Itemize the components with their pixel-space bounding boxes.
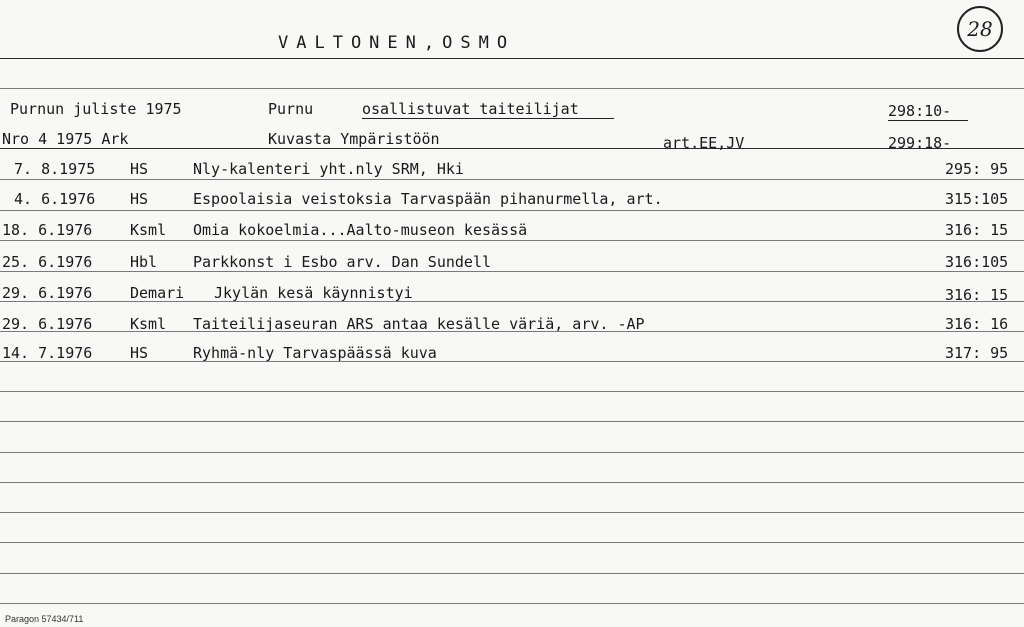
row-ref: 315:105: [945, 190, 1009, 208]
row-publication: Hbl: [130, 253, 158, 271]
row-ref: 316:105: [945, 253, 1009, 271]
underline: [888, 120, 968, 121]
card-number-circled: 28: [957, 6, 1003, 52]
ruled-line: [0, 512, 1024, 513]
header-ref-2: 299:18-: [888, 134, 952, 152]
row-text: Taiteilijaseuran ARS antaa kesälle väriä, arv. -AP: [193, 315, 645, 333]
row-text: Nly-kalenteri yht.nly SRM, Hki: [193, 160, 464, 178]
header-subject-2: Kuvasta Ympäristöön: [268, 130, 440, 148]
row-publication: Ksml: [130, 221, 167, 239]
header-source-2: Nro 4 1975 Ark: [2, 130, 129, 148]
card-title: VALTONEN,OSMO: [278, 33, 516, 53]
header-ref-1: 298:10-: [888, 102, 952, 120]
row-date: 29. 6.1976: [2, 315, 93, 333]
row-ref: 317: 95: [945, 344, 1009, 362]
row-date: 7. 8.1975: [14, 160, 96, 178]
header-subject-1: osallistuvat taiteilijat: [362, 100, 579, 118]
ruled-line: [0, 452, 1024, 453]
row-publication: HS: [130, 160, 149, 178]
row-text: Espoolaisia veistoksia Tarvaspään pihanurmella, art.: [193, 190, 663, 208]
card-footer-print: Paragon 57434/711: [5, 614, 84, 624]
row-date: 25. 6.1976: [2, 253, 93, 271]
row-text: Parkkonst i Esbo arv. Dan Sundell: [193, 253, 492, 271]
ruled-line: [0, 240, 1024, 241]
row-publication: Ksml: [130, 315, 167, 333]
row-text: Omia kokoelmia...Aalto-museon kesässä: [193, 221, 528, 239]
underline: [362, 118, 614, 119]
header-source-1: Purnun juliste 1975: [10, 100, 182, 118]
row-publication: Demari: [130, 284, 185, 302]
ruled-line: [0, 391, 1024, 392]
ruled-line: [0, 482, 1024, 483]
row-ref: 316: 16: [945, 315, 1009, 333]
ruled-line: [0, 210, 1024, 211]
header-note: art.EE,JV: [663, 134, 745, 152]
row-text: Jkylän kesä käynnistyi: [214, 284, 413, 302]
ruled-line: [0, 179, 1024, 180]
title-rule: [0, 58, 1024, 59]
ruled-line: [0, 421, 1024, 422]
row-publication: HS: [130, 190, 149, 208]
row-text: Ryhmä-nly Tarvaspäässä kuva: [193, 344, 437, 362]
row-date: 29. 6.1976: [2, 284, 93, 302]
ruled-line: [0, 603, 1024, 604]
ruled-line: [0, 361, 1024, 362]
header-place: Purnu: [268, 100, 314, 118]
ruled-line: [0, 573, 1024, 574]
row-date: 18. 6.1976: [2, 221, 93, 239]
row-date: 14. 7.1976: [2, 344, 93, 362]
row-ref: 316: 15: [945, 286, 1009, 304]
row-date: 4. 6.1976: [14, 190, 96, 208]
ruled-line: [0, 542, 1024, 543]
row-ref: 295: 95: [945, 160, 1009, 178]
header-rule: [0, 148, 1024, 149]
ruled-line: [0, 88, 1024, 89]
row-publication: HS: [130, 344, 149, 362]
ruled-line: [0, 271, 1024, 272]
row-ref: 316: 15: [945, 221, 1009, 239]
